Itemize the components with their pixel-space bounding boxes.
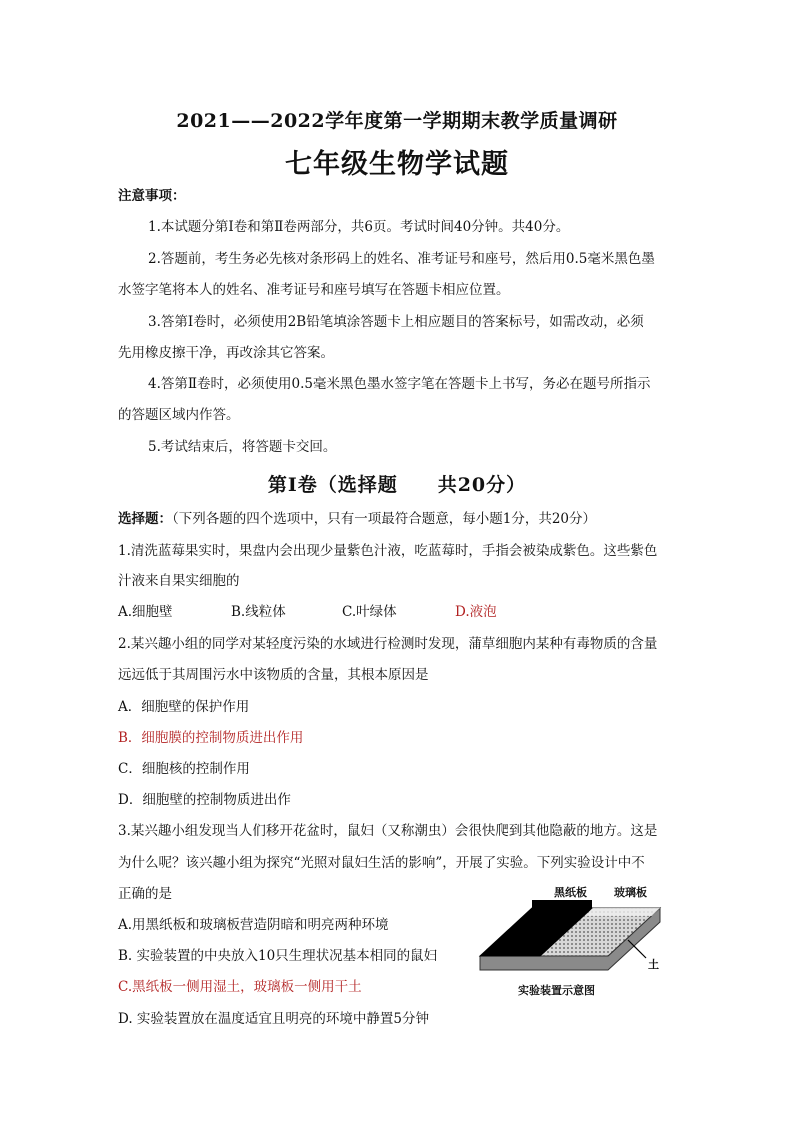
experiment-figure — [478, 878, 678, 998]
section-title: 第Ⅰ卷（选择题 共20分） — [267, 474, 527, 496]
label-black-paper: 黑纸板 — [554, 886, 587, 899]
exam-title: 七年级生物学试题 — [285, 149, 509, 180]
question-stem: 汁液来自果实细胞的 — [118, 573, 240, 589]
notes-heading: 注意事项： — [118, 188, 186, 204]
note-line: 的答题区域内作答。 — [118, 407, 240, 423]
black-paper-top — [532, 900, 592, 908]
glass-plate-edge — [586, 908, 660, 916]
option-b: B. 实验装置的中央放入10只生理状况基本相同的鼠妇 — [118, 948, 438, 964]
note-line: 3.答第Ⅰ卷时，必须使用2B铅笔填涂答题卡上相应题目的答案标号，如需改动，必须 — [148, 314, 644, 330]
option-b-answer: B．细胞膜的控制物质进出作用 — [118, 730, 304, 746]
exam-subtitle: 2021——2022学年度第一学期期末教学质量调研 — [176, 110, 618, 132]
figure-caption: 实验装置示意图 — [518, 984, 595, 997]
question-stem: 3.某兴趣小组发现当人们移开花盆时，鼠妇（又称潮虫）会很快爬到其他隐蔽的地方。这是 — [118, 823, 658, 839]
note-line: 5.考试结束后，将答题卡交回。 — [148, 439, 337, 455]
question-stem: 正确的是 — [118, 886, 172, 902]
option-d: D. 实验装置放在温度适宜且明亮的环境中静置5分钟 — [118, 1011, 430, 1027]
option-c: C.叶绿体 — [342, 604, 397, 620]
option-a: A.用黑纸板和玻璃板营造阴暗和明亮两种环境 — [118, 917, 389, 933]
question-stem: 1.清洗蓝莓果实时，果盘内会出现少量紫色汁液，吃蓝莓时，手指会被染成紫色。这些紫色 — [118, 543, 658, 559]
option-d: D．细胞壁的控制物质进出作 — [118, 792, 291, 808]
note-line: 先用橡皮擦干净，再改涂其它答案。 — [118, 345, 334, 361]
instruction-label: 选择题： — [118, 511, 172, 527]
option-c-answer: C.黑纸板一侧用湿土，玻璃板一侧用干土 — [118, 979, 362, 995]
option-a: A.细胞壁 — [118, 604, 173, 620]
option-c: C．细胞核的控制作用 — [118, 761, 250, 777]
section-instruction — [118, 509, 676, 529]
option-a: A．细胞壁的保护作用 — [118, 699, 250, 715]
option-b: B.线粒体 — [231, 604, 286, 620]
question-stem: 为什么呢？该兴趣小组为探究“光照对鼠妇生活的影响”，开展了实验。下列实验设计中不 — [118, 855, 645, 871]
note-line: 2.答题前，考生务必先核对条形码上的姓名、准考证号和座号，然后用0.5毫米黑色墨 — [148, 251, 655, 267]
note-line: 水签字笔将本人的姓名、准考证号和座号填写在答题卡相应位置。 — [118, 282, 510, 298]
label-soil: 土 — [648, 958, 659, 971]
note-line: 1.本试题分第Ⅰ卷和第Ⅱ卷两部分，共6页。考试时间40分钟。共40分。 — [148, 219, 570, 235]
label-glass-plate: 玻璃板 — [614, 886, 647, 899]
question-stem: 远远低于其周围污水中该物质的含量，其根本原因是 — [118, 667, 429, 683]
question-stem: 2.某兴趣小组的同学对某轻度污染的水域进行检测时发现，蒲草细胞内某种有毒物质的含量 — [118, 636, 658, 652]
note-line: 4.答第Ⅱ卷时，必须使用0.5毫米黑色墨水签字笔在答题卡上书写，务必在题号所指示 — [148, 376, 651, 392]
option-d-answer: D.液泡 — [455, 604, 497, 620]
instruction-text: （下列各题的四个选项中，只有一项最符合题意，每小题1分，共20分） — [172, 511, 597, 527]
